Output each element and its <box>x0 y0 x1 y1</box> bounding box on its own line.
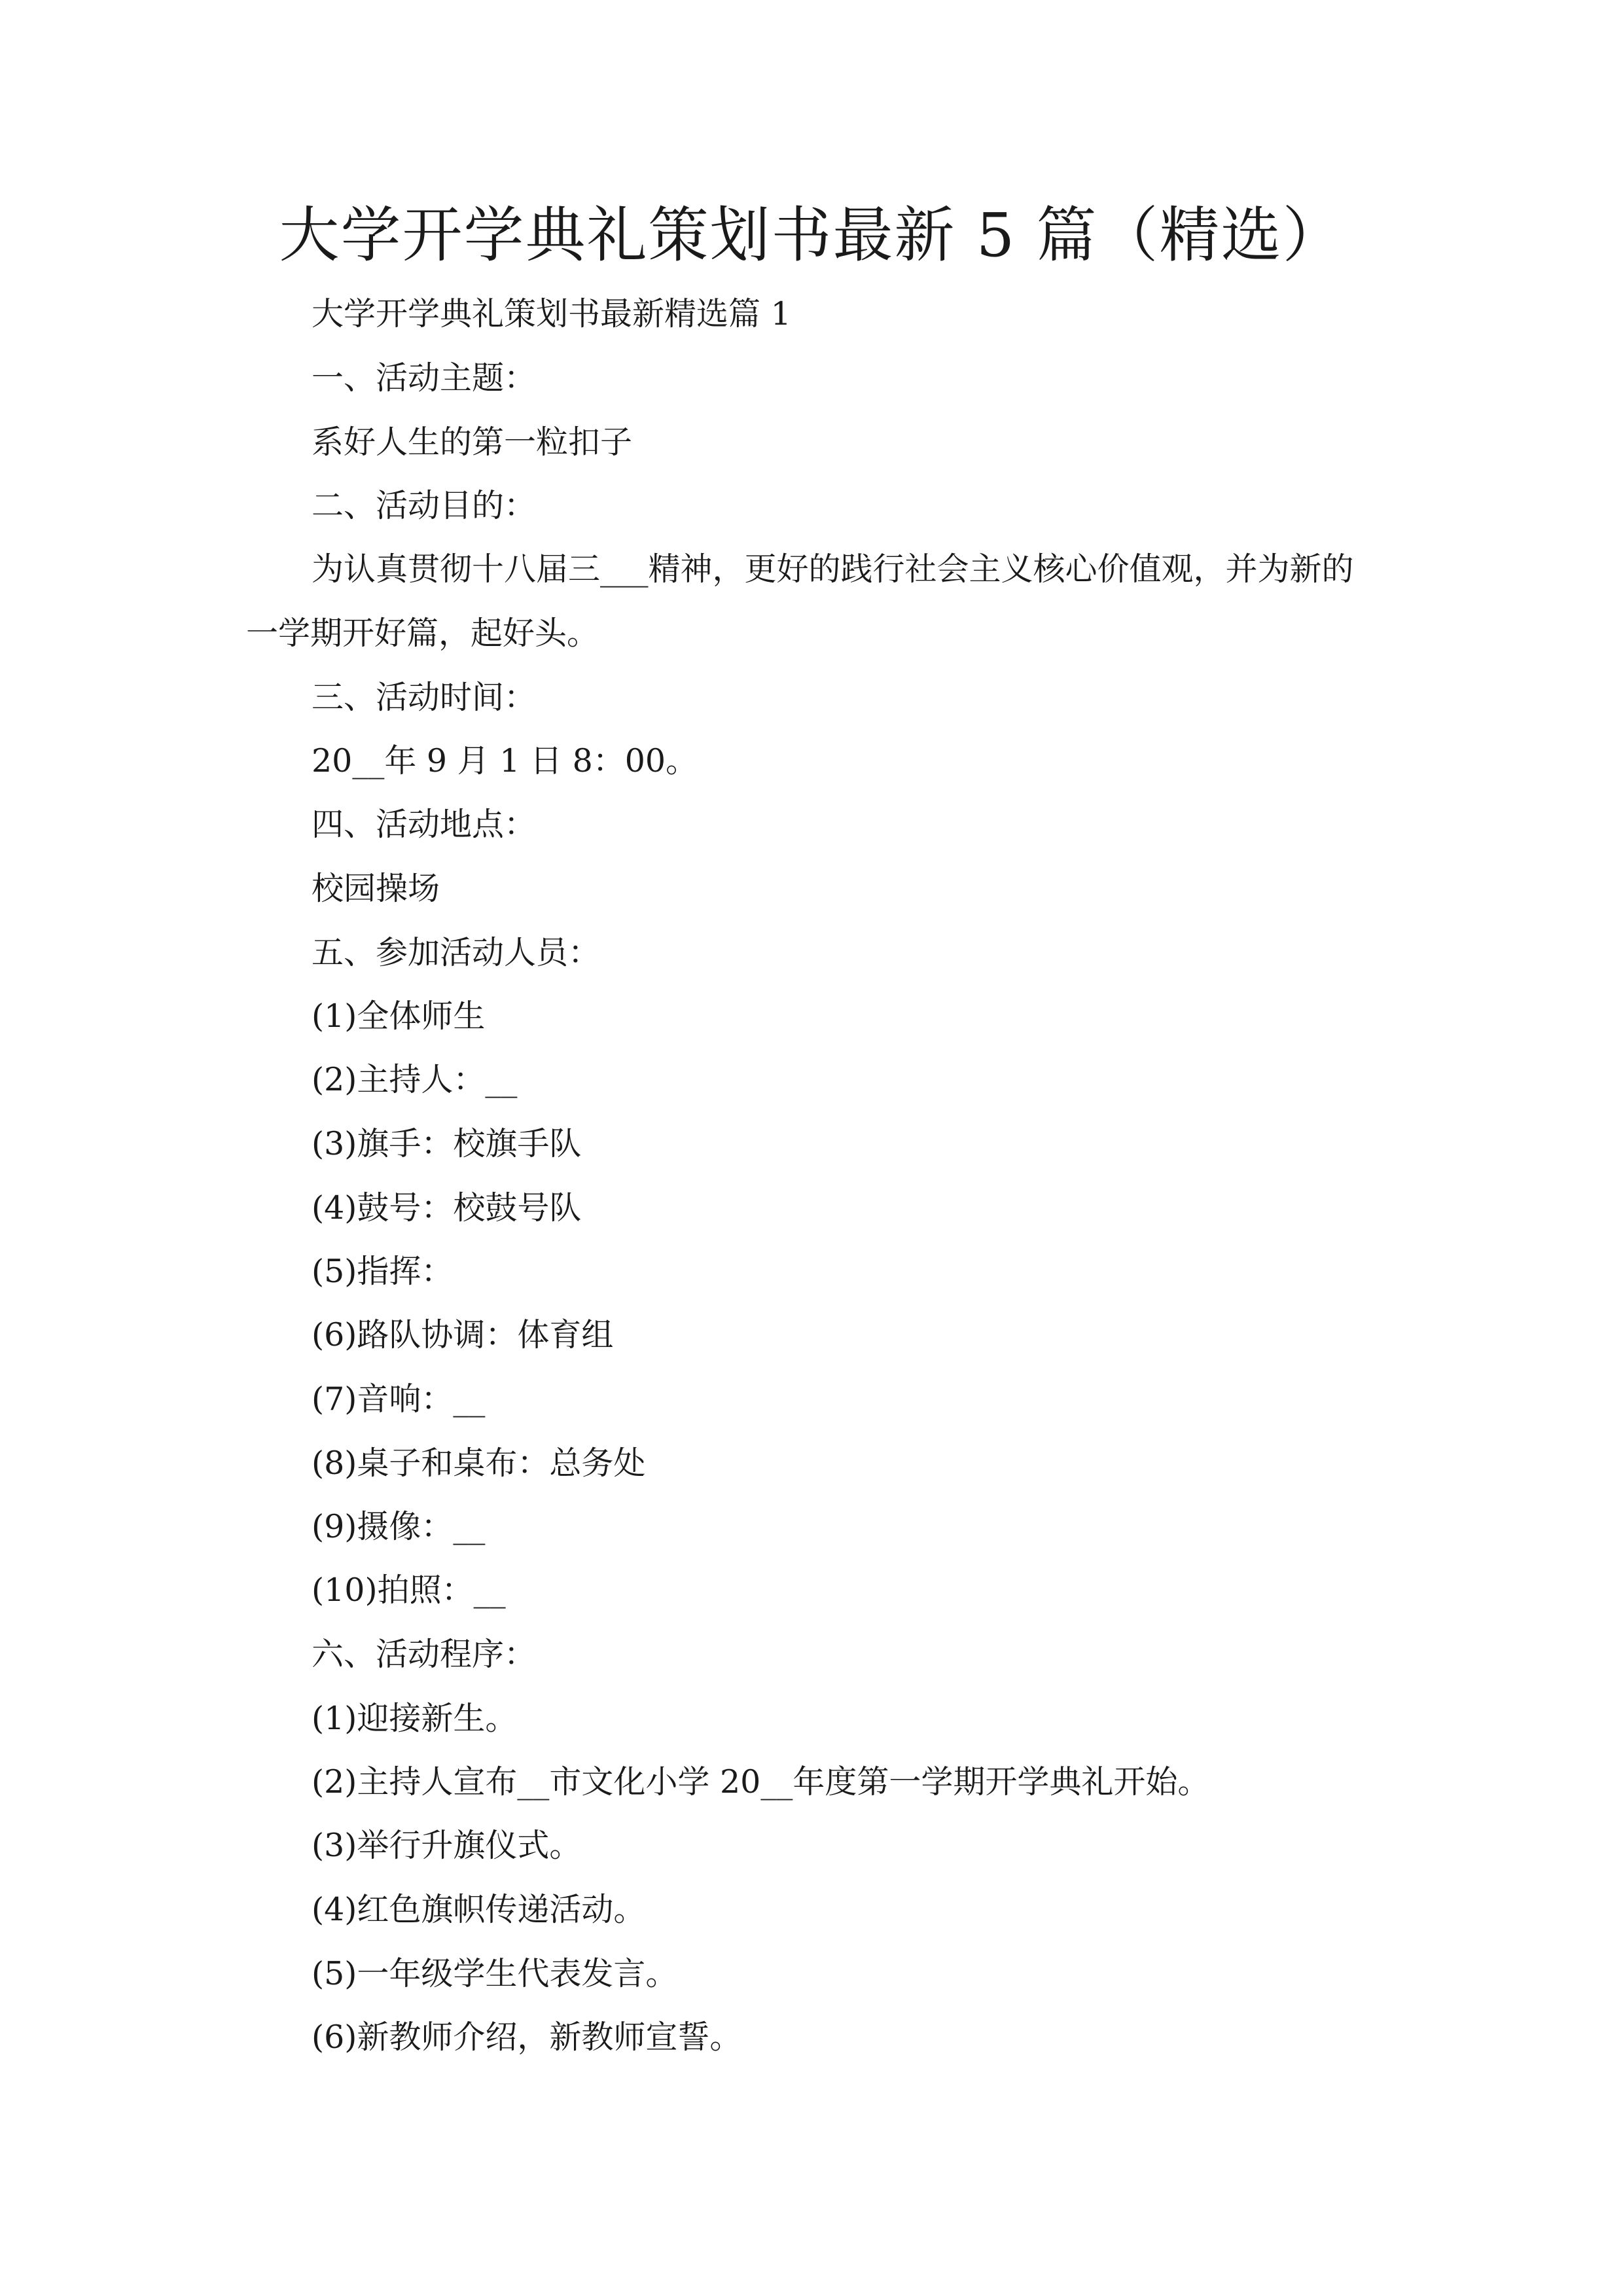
list-item: (6)新教师介绍，新教师宣誓。 <box>312 2018 742 2056</box>
list-item: (3)旗手：校旗手队 <box>312 1125 582 1162</box>
paragraph-line: 六、活动程序： <box>312 1636 537 1673</box>
list-item: (5)指挥： <box>312 1253 454 1290</box>
list-item: (4)红色旗帜传递活动。 <box>312 1891 646 1928</box>
document-title: 大学开学典礼策划书最新 5 篇（精选） <box>279 200 1344 270</box>
paragraph-line: 一学期开好篇，起好头。 <box>246 615 599 652</box>
list-item: (7)音响：__ <box>312 1380 486 1418</box>
list-item: (6)路队协调：体育组 <box>312 1316 614 1354</box>
list-item: (3)举行升旗仪式。 <box>312 1827 582 1864</box>
paragraph-line: 五、参加活动人员： <box>312 934 601 971</box>
paragraph-line: 校园操场 <box>312 870 440 907</box>
paragraph-line: 四、活动地点： <box>312 806 537 843</box>
list-item: (4)鼓号：校鼓号队 <box>312 1189 582 1227</box>
list-item: (1)全体师生 <box>312 997 486 1035</box>
list-item: (2)主持人宣布__市文化小学 20__年度第一学期开学典礼开始。 <box>312 1763 1210 1801</box>
list-item: (2)主持人：__ <box>312 1061 518 1098</box>
list-item: (1)迎接新生。 <box>312 1700 518 1737</box>
list-item: (8)桌子和桌布：总务处 <box>312 1444 646 1482</box>
paragraph-line: 20__年 9 月 1 日 8：00。 <box>312 742 698 780</box>
list-item: (10)拍照：__ <box>312 1571 506 1609</box>
paragraph-line: 系好人生的第一粒扣子 <box>312 423 633 461</box>
list-item: (9)摄像：__ <box>312 1508 486 1545</box>
section-heading: 大学开学典礼策划书最新精选篇 1 <box>312 295 791 332</box>
paragraph-line: 一、活动主题： <box>312 359 537 397</box>
list-item: (5)一年级学生代表发言。 <box>312 1955 678 1992</box>
paragraph-line: 三、活动时间： <box>312 679 537 716</box>
paragraph-line: 二、活动目的： <box>312 487 537 524</box>
paragraph-line: 为认真贯彻十八届三___精神，更好的践行社会主义核心价值观，并为新的 <box>312 550 1354 588</box>
